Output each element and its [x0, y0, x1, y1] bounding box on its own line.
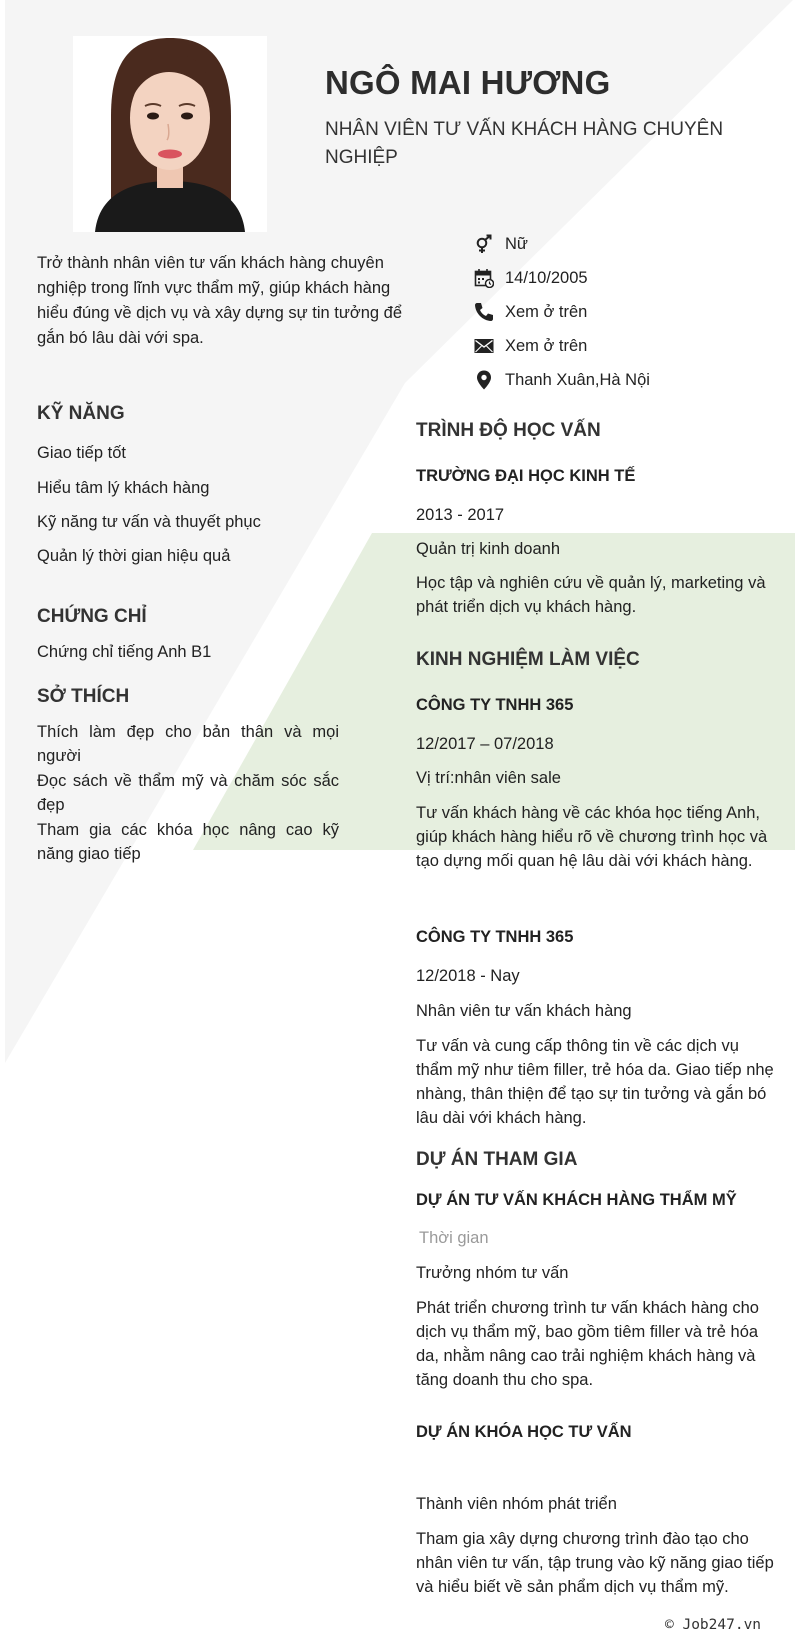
career-objective: Trở thành nhân viên tư vấn khách hàng chuyên nghiệp trong lĩnh vực thẩm mỹ, giúp khách hàng hiểu đúng về dịch vụ và xây dựng sự tin tưởng để gắn bó lâu dài với spa. — [37, 254, 403, 347]
phone-value: Xem ở trên — [505, 302, 588, 321]
hobby-item: Đọc sách về thẩm mỹ và chăm sóc sắc đẹp — [37, 772, 339, 814]
projects-heading: DỰ ÁN THAM GIA — [416, 1149, 578, 1170]
project-name: DỰ ÁN KHÓA HỌC TƯ VẤN — [416, 1423, 632, 1441]
address-value: Thanh Xuân,Hà Nội — [505, 370, 650, 389]
portrait-image — [73, 36, 267, 232]
job-description: Tư vấn khách hàng về các khóa học tiếng Anh, giúp khách hàng hiểu rõ về chương trình học và tạo dựng mối quan hệ lâu dài với khách hàng. — [416, 804, 768, 870]
hobbies-heading: SỞ THÍCH — [37, 686, 130, 707]
contact-birthday — [473, 263, 763, 293]
skill-item: Quản lý thời gian hiệu quả — [37, 547, 231, 565]
email-value: Xem ở trên — [505, 336, 588, 355]
candidate-name: NGÔ MAI HƯƠNG — [325, 64, 611, 101]
skill-item: Hiểu tâm lý khách hàng — [37, 479, 210, 497]
birthday-value: 14/10/2005 — [505, 268, 588, 287]
school-name: TRƯỜNG ĐẠI HỌC KINH TẾ — [416, 467, 636, 485]
job-period: 12/2017 – 07/2018 — [416, 735, 554, 753]
skill-item: Kỹ năng tư vấn và thuyết phục — [37, 513, 261, 531]
education-description: Học tập và nghiên cứu về quản lý, marketing và phát triển dịch vụ khách hàng. — [416, 574, 766, 616]
contact-gender — [473, 229, 763, 259]
skill-item: Giao tiếp tốt — [37, 444, 126, 462]
education-period: 2013 - 2017 — [416, 506, 505, 524]
gender-value: Nữ — [505, 234, 528, 253]
location-pin-icon — [473, 369, 495, 391]
job-description: Tư vấn và cung cấp thông tin về các dịch vụ thẩm mỹ như tiêm filler, trẻ hóa da. Giao tiếp nhẹ nhàng, thân thiện để tạo sự tin tưởng và gắn bó lâu dài với khách hàng. — [416, 1037, 774, 1127]
phone-icon — [473, 301, 495, 323]
project-description: Tham gia xây dựng chương trình đào tạo cho nhân viên tư vấn, tập trung vào kỹ năng giao tiếp và hiểu biết về sản phẩm dịch vụ thẩm mỹ. — [416, 1530, 774, 1596]
experience-heading: KINH NGHIỆM LÀM VIỆC — [416, 649, 640, 670]
skills-heading: KỸ NĂNG — [37, 403, 125, 424]
company-name: CÔNG TY TNHH 365 — [416, 696, 574, 714]
education-heading: TRÌNH ĐỘ HỌC VẤN — [416, 420, 601, 441]
hobby-item: Tham gia các khóa học nâng cao kỹ năng giao tiếp — [37, 821, 339, 863]
project-name: DỰ ÁN TƯ VẤN KHÁCH HÀNG THẨM MỸ — [416, 1191, 737, 1209]
envelope-icon — [473, 335, 495, 357]
certificate-item: Chứng chỉ tiếng Anh B1 — [37, 643, 212, 661]
gender-icon — [473, 233, 495, 255]
project-description: Phát triển chương trình tư vấn khách hàng cho dịch vụ thẩm mỹ, bao gồm tiêm filler và trẻ hóa da, nhằm nâng cao trải nghiệm khách hàng và tăng doanh thu cho spa. — [416, 1299, 759, 1389]
job-period: 12/2018 - Nay — [416, 967, 520, 985]
contact-phone — [473, 297, 763, 327]
job-position: Vị trí:nhân viên sale — [416, 769, 561, 787]
contact-email — [473, 331, 763, 361]
footer-copyright: © Job247.vn — [665, 1617, 762, 1633]
profile-photo — [73, 36, 267, 232]
job-title: NHÂN VIÊN TƯ VẤN KHÁCH HÀNG CHUYÊN NGHIỆP — [325, 119, 724, 168]
hobby-item: Thích làm đẹp cho bản thân và mọi người — [37, 723, 339, 765]
job-position: Nhân viên tư vấn khách hàng — [416, 1002, 632, 1020]
project-role: Trưởng nhóm tư vấn — [416, 1264, 569, 1282]
project-role: Thành viên nhóm phát triển — [416, 1495, 617, 1513]
calendar-icon — [473, 267, 495, 289]
contact-address — [473, 365, 763, 395]
certificates-heading: CHỨNG CHỈ — [37, 606, 147, 627]
company-name: CÔNG TY TNHH 365 — [416, 928, 574, 946]
education-major: Quản trị kinh doanh — [416, 540, 561, 558]
project-time: Thời gian — [419, 1229, 489, 1247]
